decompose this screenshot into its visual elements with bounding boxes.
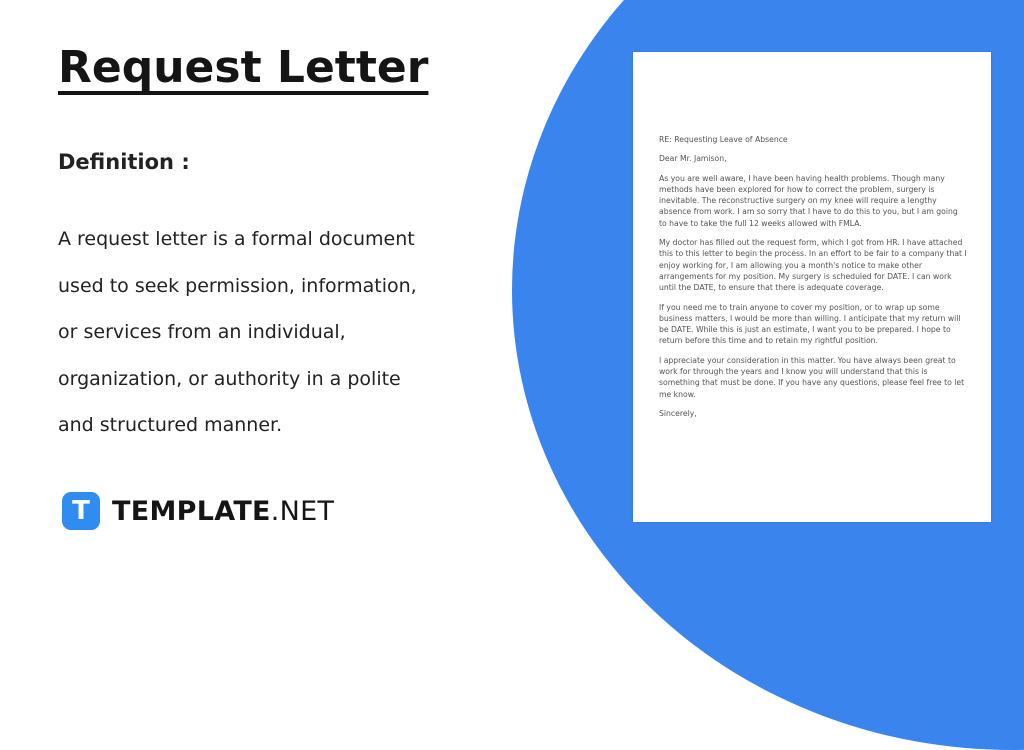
definition-label: Definition :	[58, 150, 190, 174]
letter-line: something that must be done. If you have any questions, please feel free to let	[659, 378, 965, 388]
letter-document	[633, 52, 991, 522]
letter-subject: RE: Requesting Leave of Absence	[659, 135, 788, 144]
template-net-logo	[62, 492, 334, 530]
letter-line: If you need me to train anyone to cover my position, or to wrap up some	[659, 302, 940, 312]
t-logo-icon: T	[62, 492, 100, 530]
letter-line: absence from work. I am so sorry that I have to do this to you, but I am going	[659, 207, 958, 217]
letter-line: to have to take the full 12 weeks allowed with FMLA.	[659, 218, 862, 228]
definition-line: A request letter is a formal document	[58, 228, 415, 250]
logo-wordmark	[112, 496, 334, 527]
definition-line: or services from an individual,	[58, 321, 346, 343]
letter-line: until the DATE, to ensure that there is adequate coverage.	[659, 283, 884, 293]
letter-closing: Sincerely,	[659, 408, 697, 418]
letter-line: inevitable. The reconstructive surgery on my knee will require a lengthy	[659, 196, 937, 206]
letter-line: business matters, I would be more than willing. I anticipate that my return will	[659, 313, 961, 323]
page-title: Request Letter	[58, 42, 429, 93]
letter-line: arrangements for my position. My surgery is scheduled for DATE. I can work	[659, 271, 952, 281]
logo-brand-suffix: .NET	[270, 495, 335, 527]
definition-line: organization, or authority in a polite	[58, 367, 401, 390]
letter-line: be DATE. While this is just an estimate, I want you to be prepared. I hope to	[659, 325, 951, 335]
definition-text	[58, 216, 498, 449]
letter-line: this to this letter to begin the process. In an effort to be fair to a company that I	[659, 249, 967, 259]
letter-line: return before this time and to retain my rightful position.	[659, 336, 878, 346]
letter-line: methods have been explored for how to correct the problem, surgery is	[659, 184, 935, 194]
letter-line: My doctor has filled out the request form, which I got from HR. I have attached	[659, 238, 963, 248]
letter-line: me know.	[659, 389, 696, 399]
letter-line: As you are well aware, I have been having health problems. Though many	[659, 173, 945, 183]
letter-line: I appreciate your consideration in this matter. You have always been great to	[659, 355, 956, 365]
logo-brand-bold: TEMPLATE	[112, 495, 271, 527]
definition-line: and structured manner.	[58, 414, 283, 436]
letter-salutation: Dear Mr. Jamison,	[659, 154, 727, 164]
letter-line: work for through the years and I know you will understand that this is	[659, 367, 928, 377]
letter-body	[659, 134, 981, 419]
letter-line: enjoy working for, I am allowing you a month's notice to make other	[659, 260, 923, 270]
definition-line: used to seek permission, information,	[58, 274, 417, 297]
